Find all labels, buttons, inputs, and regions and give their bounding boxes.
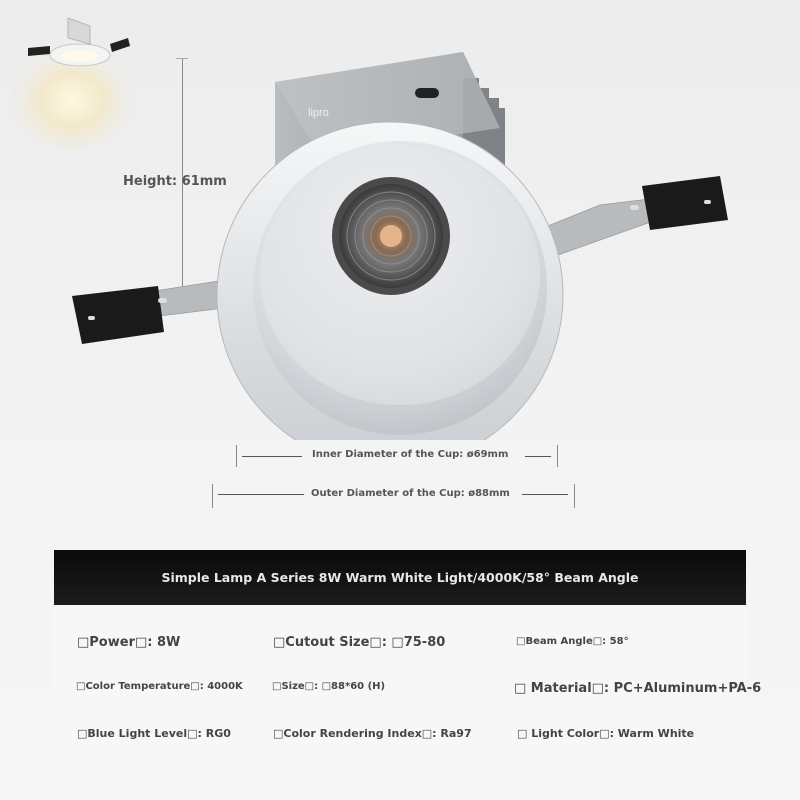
inner-diameter-line-right xyxy=(525,456,551,457)
outer-diameter-label: Outer Diameter of the Cup: ø88mm xyxy=(311,488,510,499)
spec-power: □Power□: 8W xyxy=(77,635,181,650)
inner-diameter-left-tick xyxy=(236,445,237,467)
brand-logo-text: lipro xyxy=(308,107,329,119)
outer-diameter-line-left xyxy=(218,494,304,495)
banner-title: Simple Lamp A Series 8W Warm White Light/4000K/58° Beam Angle xyxy=(161,570,639,585)
spec-blue-light-level: □Blue Light Level□: RG0 xyxy=(77,727,231,740)
spec-color-temperature: □Color Temperature□: 4000K xyxy=(76,681,243,692)
inner-diameter-right-tick xyxy=(557,445,558,467)
height-label: Height: 61mm xyxy=(123,174,227,189)
spec-beam-angle: □Beam Angle□: 58° xyxy=(516,636,629,647)
spec-material: □ Material□: PC+Aluminum+PA-6 xyxy=(514,681,762,696)
outer-diameter-line-right xyxy=(522,494,568,495)
spec-cutout-size: □Cutout Size□: □75-80 xyxy=(273,635,446,650)
outer-diameter-left-tick xyxy=(212,484,213,508)
title-banner xyxy=(54,550,746,605)
inner-diameter-line-left xyxy=(242,456,302,457)
spec-light-color: □ Light Color□: Warm White xyxy=(517,727,695,740)
spec-color-rendering-index: □Color Rendering Index□: Ra97 xyxy=(273,727,472,740)
outer-diameter-right-tick xyxy=(574,484,575,508)
spec-size: □Size□: □88*60 (H) xyxy=(272,681,386,692)
inner-diameter-label: Inner Diameter of the Cup: ø69mm xyxy=(312,449,509,460)
downlight-product-image xyxy=(60,40,740,440)
